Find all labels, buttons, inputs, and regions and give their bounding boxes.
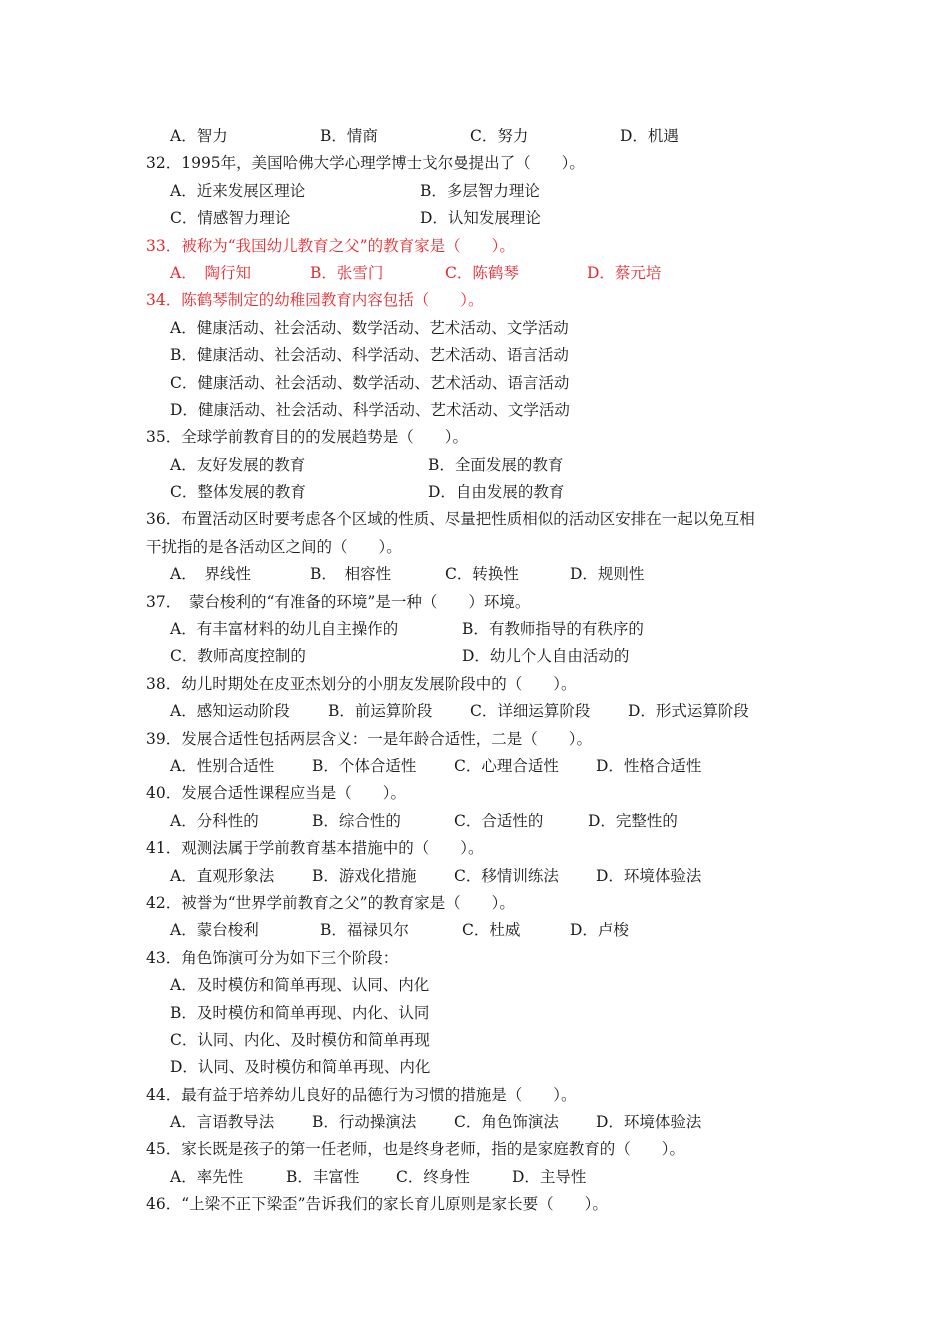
option-row [0,1027,950,1054]
answer-option: B． 相容性 [310,565,392,584]
question-text: 44．最有益于培养幼儿良好的品德行为习惯的措施是（ ）。 [146,1085,577,1104]
answer-option: C．心理合适性 [454,756,559,775]
option-row [0,342,950,369]
answer-option: B．有教师指导的有秩序的 [462,620,644,639]
answer-option: D．卢梭 [570,921,629,940]
question-text: 38．幼儿时期处在皮亚杰划分的小朋友发展阶段中的（ ）。 [146,674,577,693]
answer-option: C．努力 [470,127,529,145]
option-row [0,561,950,588]
answer-option: D．幼儿个人自由活动的 [462,647,630,666]
answer-option: B．全面发展的教育 [428,455,564,474]
option-row [0,643,950,670]
question-text: 36．布置活动区时要考虑各个区域的性质、尽量把性质相似的活动区安排在一起以免互相 [146,510,755,529]
answer-option: A．有丰富材料的幼儿自主操作的 [170,620,399,639]
answer-option: A．友好发展的教育 [170,455,306,474]
answer-option: C．角色饰演法 [454,1113,559,1132]
question-text: 干扰指的是各活动区之间的（ ）。 [146,537,402,556]
answer-option: B．健康活动、社会活动、科学活动、艺术活动、语言活动 [170,346,569,365]
option-row [0,753,950,780]
option-row [0,315,950,342]
option-row [0,1054,950,1081]
answer-option: B．前运算阶段 [328,702,433,721]
answer-option: A．健康活动、社会活动、数学活动、艺术活动、文学活动 [170,318,569,337]
answer-option: D．健康活动、社会活动、科学活动、艺术活动、文学活动 [170,400,570,419]
answer-option: D．环境体验法 [596,1113,702,1132]
question-text: 45．家长既是孩子的第一任老师，也是终身老师，指的是家庭教育的（ ）。 [146,1140,685,1159]
answer-option: C．移情训练法 [454,866,559,885]
exam-page [0,123,950,1219]
answer-option: A．性别合适性 [170,756,275,775]
option-row [0,863,950,890]
option-row [0,972,950,999]
question-text: 46．“上梁不正下梁歪”告诉我们的家长育儿原则是家长要（ ）。 [146,1195,608,1214]
option-row [0,1000,950,1027]
answer-option: A．直观形象法 [170,866,275,885]
answer-option: A．分科性的 [170,811,259,830]
answer-option: C．教师高度控制的 [170,647,306,666]
option-row [0,260,950,287]
option-row [0,1164,950,1191]
question-text: 41．观测法属于学前教育基本措施中的（ ）。 [146,839,484,858]
option-row [0,616,950,643]
answer-option: C．杜威 [462,921,521,940]
answer-option: B．行动操演法 [312,1113,417,1132]
answer-option: C．陈鹤琴 [445,263,519,282]
answer-option: D．蔡元培 [587,263,662,282]
answer-option: D．环境体验法 [596,866,702,885]
answer-option: B．福禄贝尔 [320,921,409,940]
answer-option: D．认知发展理论 [420,209,541,228]
answer-option: A．及时模仿和简单再现、认同、内化 [170,976,430,995]
answer-option: C．详细运算阶段 [470,702,591,721]
option-row [0,397,950,424]
answer-option: D．自由发展的教育 [428,483,565,502]
option-row [0,123,950,150]
answer-option: D．认同、及时模仿和简单再现、内化 [170,1058,431,1077]
answer-option: C．认同、内化、及时模仿和简单再现 [170,1030,430,1049]
option-row [0,917,950,944]
answer-option: B．游戏化措施 [312,866,417,885]
answer-option: A．率先性 [170,1167,244,1186]
option-row [0,1109,950,1136]
answer-option: D．完整性的 [588,811,678,830]
answer-option: C．整体发展的教育 [170,483,306,502]
answer-option: A．近来发展区理论 [170,181,306,200]
answer-option: B．多层智力理论 [420,181,540,200]
answer-option: A．蒙台梭利 [170,921,259,940]
answer-option: C．健康活动、社会活动、数学活动、艺术活动、语言活动 [170,373,570,392]
answer-option: D．性格合适性 [596,756,702,775]
answer-option: A．言语教导法 [170,1113,275,1132]
question-text: 43．角色饰演可分为如下三个阶段： [146,948,399,967]
answer-option: B．情商 [320,127,378,145]
answer-option: C．转换性 [445,565,519,584]
answer-option: D．机遇 [620,127,679,145]
answer-option: B．及时模仿和简单再现、内化、认同 [170,1003,430,1022]
answer-option: D．形式运算阶段 [628,702,749,721]
question-text: 33．被称为“我国幼儿教育之父”的教育家是（ ）。 [146,236,515,255]
option-row [0,698,950,725]
answer-option: A．感知运动阶段 [170,702,290,721]
answer-option: B．个体合适性 [312,756,417,775]
answer-option: B．张雪门 [310,263,384,282]
question-text: 39．发展合适性包括两层含义：一是年龄合适性，二是（ ）。 [146,729,592,748]
question-text: 35．全球学前教育目的的发展趋势是（ ）。 [146,428,468,447]
option-row [0,205,950,232]
answer-option: D．主导性 [512,1167,587,1186]
answer-option: C．情感智力理论 [170,209,291,228]
option-row [0,178,950,205]
answer-option: B．综合性的 [312,811,401,830]
answer-option: A． 陶行知 [170,263,251,282]
option-row [0,808,950,835]
answer-option: D．规则性 [570,565,645,584]
question-text: 32．1995年，美国哈佛大学心理学博士戈尔曼提出了（ ）。 [146,154,585,173]
option-row [0,370,950,397]
answer-option: B．丰富性 [286,1167,360,1186]
question-text: 37． 蒙台梭利的“有准备的环境”是一种（ ）环境。 [146,592,531,611]
question-text: 34．陈鹤琴制定的幼稚园教育内容包括（ ）。 [146,291,484,310]
answer-option: A．智力 [170,127,228,145]
option-row [0,452,950,479]
answer-option: C．合适性的 [454,811,544,830]
question-text: 40．发展合适性课程应当是（ ）。 [146,784,406,803]
answer-option: A． 界线性 [170,565,251,584]
question-text: 42．被誉为“世界学前教育之父”的教育家是（ ）。 [146,893,515,912]
option-row [0,479,950,506]
answer-option: C．终身性 [396,1167,470,1186]
